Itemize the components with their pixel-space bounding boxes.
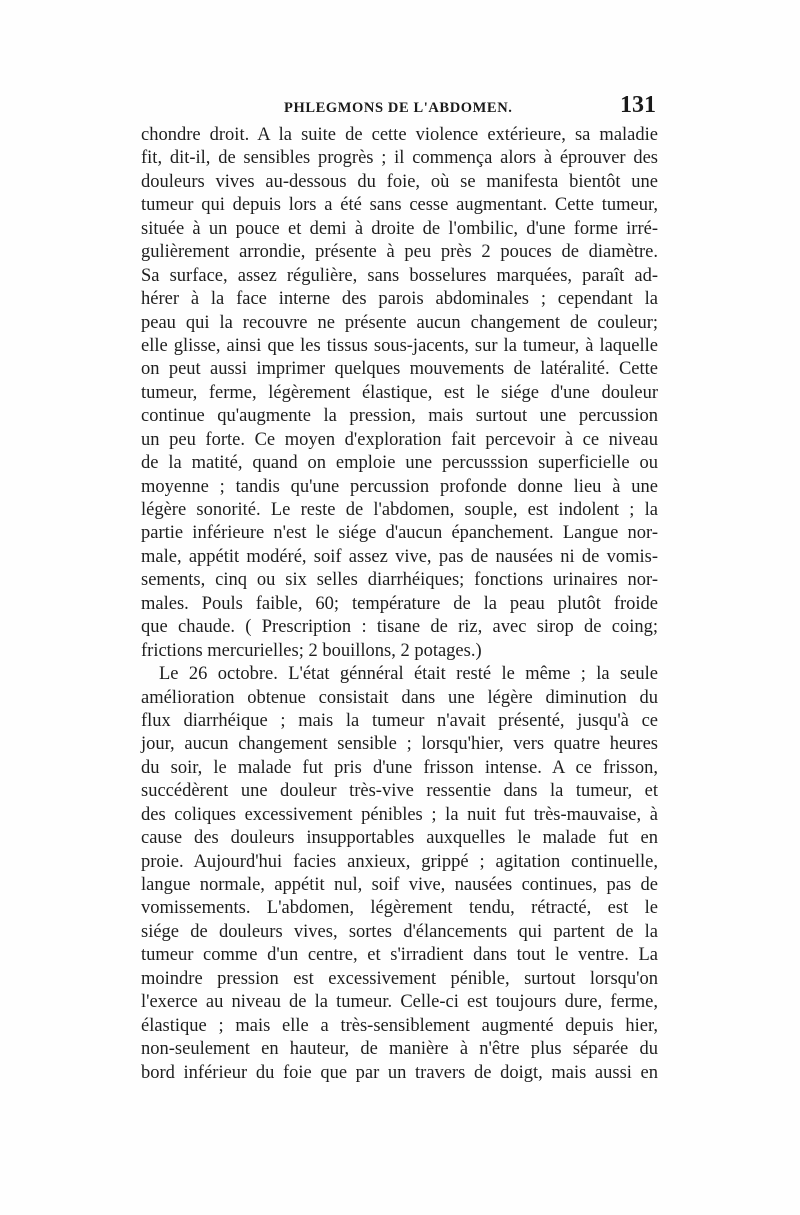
text-line: du soir, le malade fut pris d'une frisson intense. A ce frisson, bbox=[141, 757, 658, 778]
text-line: sements, cinq ou six selles diarrhéiques; fonctions urinaires nor- bbox=[141, 570, 658, 591]
text-line: moyenne ; tandis qu'une percussion profonde donne lieu à une bbox=[141, 476, 658, 497]
page-number: 131 bbox=[620, 92, 656, 118]
text-line: peau qui la recouvre ne présente aucun changement de couleur; bbox=[141, 312, 658, 333]
text-line: élastique ; mais elle a très-sensiblement augmenté depuis hier, bbox=[141, 1015, 658, 1036]
text-line: flux diarrhéique ; mais la tumeur n'avait présenté, jusqu'à ce bbox=[141, 710, 658, 731]
text-line: bord inférieur du foie que par un travers de doigt, mais aussi en bbox=[141, 1062, 658, 1083]
body-text bbox=[141, 124, 658, 1085]
text-line: située à un pouce et demi à droite de l'ombilic, d'une forme irré- bbox=[141, 218, 658, 239]
text-line: l'exerce au niveau de la tumeur. Celle-ci est toujours dure, ferme, bbox=[141, 992, 658, 1013]
text-line: cause des douleurs insupportables auxquelles le malade fut en bbox=[141, 828, 658, 849]
text-line: langue normale, appétit nul, soif vive, nausées continues, pas de bbox=[141, 875, 658, 895]
text-line: tumeur, ferme, légèrement élastique, est le siége d'une douleur bbox=[141, 382, 658, 403]
text-line: tumeur qui depuis lors a été sans cesse augmentant. Cette tumeur, bbox=[141, 195, 658, 216]
text-line: des coliques excessivement pénibles ; la nuit fut très-mauvaise, à bbox=[141, 804, 658, 825]
text-line: jour, aucun changement sensible ; lorsqu'hier, vers quatre heures bbox=[141, 734, 658, 755]
text-line: proie. Aujourd'hui facies anxieux, grippé ; agitation continuelle, bbox=[141, 851, 658, 872]
text-line: hérer à la face interne des parois abdominales ; cependant la bbox=[141, 289, 658, 310]
running-title: PHLEGMONS DE L'ABDOMEN. bbox=[284, 100, 513, 116]
text-line: partie inférieure n'est le siége d'aucun épanchement. Langue nor- bbox=[141, 523, 658, 544]
text-line: males. Pouls faible, 60; température de la peau plutôt froide bbox=[141, 593, 658, 614]
text-line: amélioration obtenue consistait dans une légère diminution du bbox=[141, 687, 658, 708]
text-line: Le 26 octobre. L'état génnéral était resté le même ; la seule bbox=[159, 664, 658, 685]
text-line: gulièrement arrondie, présente à peu près 2 pouces de diamètre. bbox=[141, 242, 658, 263]
text-line: Sa surface, assez régulière, sans bosselures marquées, paraît ad- bbox=[141, 265, 658, 286]
running-head bbox=[140, 92, 658, 122]
text-line: que chaude. ( Prescription : tisane de riz, avec sirop de coing; bbox=[141, 617, 658, 638]
text-line: légère sonorité. Le reste de l'abdomen, souple, est indolent ; la bbox=[141, 500, 658, 520]
text-line: elle glisse, ainsi que les tissus sous-jacents, sur la tumeur, à laquelle bbox=[141, 335, 658, 356]
text-line: douleurs vives au-dessous du foie, où se manifesta bientôt une bbox=[141, 171, 658, 192]
text-line: non-seulement en hauteur, de manière à n'être plus séparée du bbox=[141, 1039, 658, 1060]
text-line: male, appétit modéré, soif assez vive, pas de nausées ni de vomis- bbox=[141, 546, 658, 567]
text-line: succédèrent une douleur très-vive ressentie dans la tumeur, et bbox=[141, 781, 658, 802]
text-line: moindre pression est excessivement pénible, surtout lorsqu'on bbox=[141, 968, 658, 989]
text-line: siége de douleurs vives, sortes d'élancements qui partent de la bbox=[141, 921, 658, 942]
text-line: un peu forte. Ce moyen d'exploration fait percevoir à ce niveau bbox=[141, 429, 658, 450]
text-line: on peut aussi imprimer quelques mouvements de latéralité. Cette bbox=[141, 359, 658, 380]
text-line: continue qu'augmente la pression, mais surtout une percussion bbox=[141, 406, 658, 427]
text-line: tumeur comme d'un centre, et s'irradient dans tout le ventre. La bbox=[141, 945, 658, 966]
text-line: frictions mercurielles; 2 bouillons, 2 potages.) bbox=[141, 640, 482, 661]
text-line: vomissements. L'abdomen, légèrement tendu, rétracté, est le bbox=[141, 898, 658, 919]
text-line: de la matité, quand on emploie une percusssion superficielle ou bbox=[141, 453, 658, 474]
text-line: chondre droit. A la suite de cette violence extérieure, sa maladie bbox=[141, 125, 658, 145]
text-line: fit, dit-il, de sensibles progrès ; il commença alors à éprouver des bbox=[141, 148, 658, 169]
